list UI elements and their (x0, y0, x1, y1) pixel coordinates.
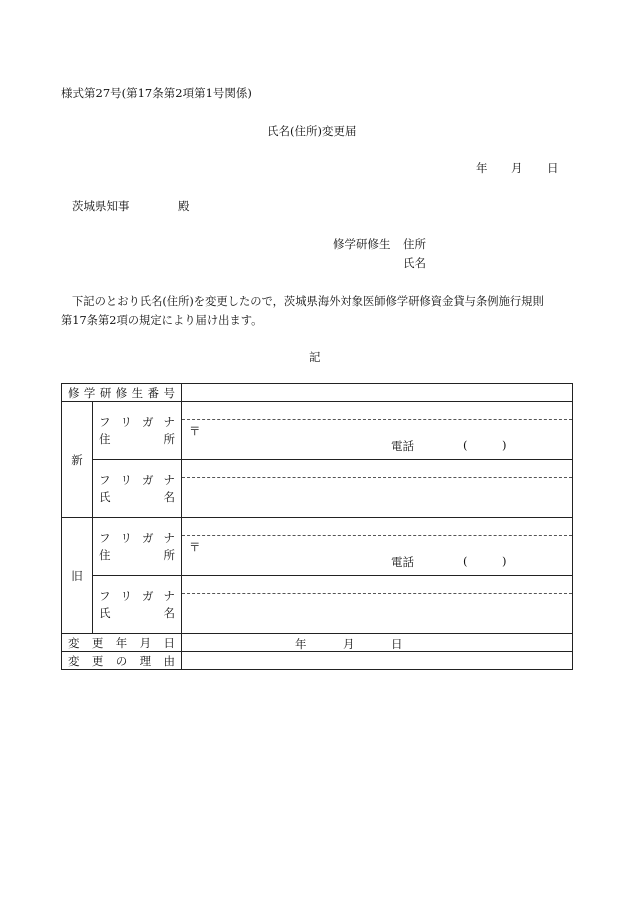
change-reason-field[interactable] (182, 652, 573, 670)
addressee-honorific: 殿 (178, 199, 190, 213)
new-phone-open: ( (463, 438, 468, 452)
applicant-address-label: 住所 (403, 237, 426, 251)
old-name-field[interactable] (182, 576, 573, 634)
student-number-field[interactable] (182, 384, 573, 402)
change-date-day: 日 (391, 637, 403, 651)
old-address-label: フ リ ガ ナ 住 所 (93, 518, 182, 576)
date-year: 年 (476, 161, 488, 175)
old-label: 旧 (62, 518, 93, 634)
new-address-label: フ リ ガ ナ 住 所 (93, 402, 182, 460)
old-phone-open: ( (463, 554, 468, 568)
old-address-row (62, 518, 573, 576)
student-number-row (62, 384, 573, 402)
new-phone-close: ) (502, 438, 507, 452)
addressee-name: 茨城県知事 (72, 199, 130, 213)
old-phone-close: ) (502, 554, 507, 568)
change-date-year: 年 (295, 637, 307, 651)
old-phone-label: 電話 (391, 555, 414, 569)
new-address-field[interactable] (182, 402, 573, 460)
old-name-row (62, 576, 573, 634)
student-number-label: 修 学 研 修 生 番 号 (62, 384, 182, 402)
body-text-line2: 第17条第2項の規定により届け出ます。 (61, 314, 263, 327)
applicant-name-label: 氏名 (403, 256, 426, 270)
new-address-row (62, 402, 573, 460)
date-day: 日 (547, 161, 559, 175)
old-name-label: フ リ ガ ナ 氏 名 (93, 576, 182, 634)
change-reason-row (62, 652, 573, 670)
change-date-field[interactable] (182, 634, 573, 652)
change-form-table (61, 383, 573, 670)
old-address-field[interactable] (182, 518, 573, 576)
old-postal-mark: 〒 (189, 540, 201, 554)
change-date-month: 月 (343, 637, 355, 651)
new-phone-label: 電話 (391, 439, 414, 453)
new-name-label: フ リ ガ ナ 氏 名 (93, 460, 182, 518)
change-reason-label: 変 更 の 理 由 (62, 652, 182, 670)
body-text-line1: 下記のとおり氏名(住所)を変更したので，茨城県海外対象医師修学研修資金貸与条例施行規則 (72, 295, 544, 308)
new-label: 新 (62, 402, 93, 518)
change-date-row (62, 634, 573, 652)
new-name-row (62, 460, 573, 518)
applicant-role: 修学研修生 (333, 237, 391, 251)
new-name-field[interactable] (182, 460, 573, 518)
date-month: 月 (511, 161, 523, 175)
ki-label: 記 (309, 350, 321, 364)
new-postal-mark: 〒 (189, 424, 201, 438)
page-title: 氏名(住所)変更届 (267, 124, 357, 138)
form-number: 様式第27号(第17条第2項第1号関係) (61, 86, 252, 100)
change-date-label: 変 更 年 月 日 (62, 634, 182, 652)
